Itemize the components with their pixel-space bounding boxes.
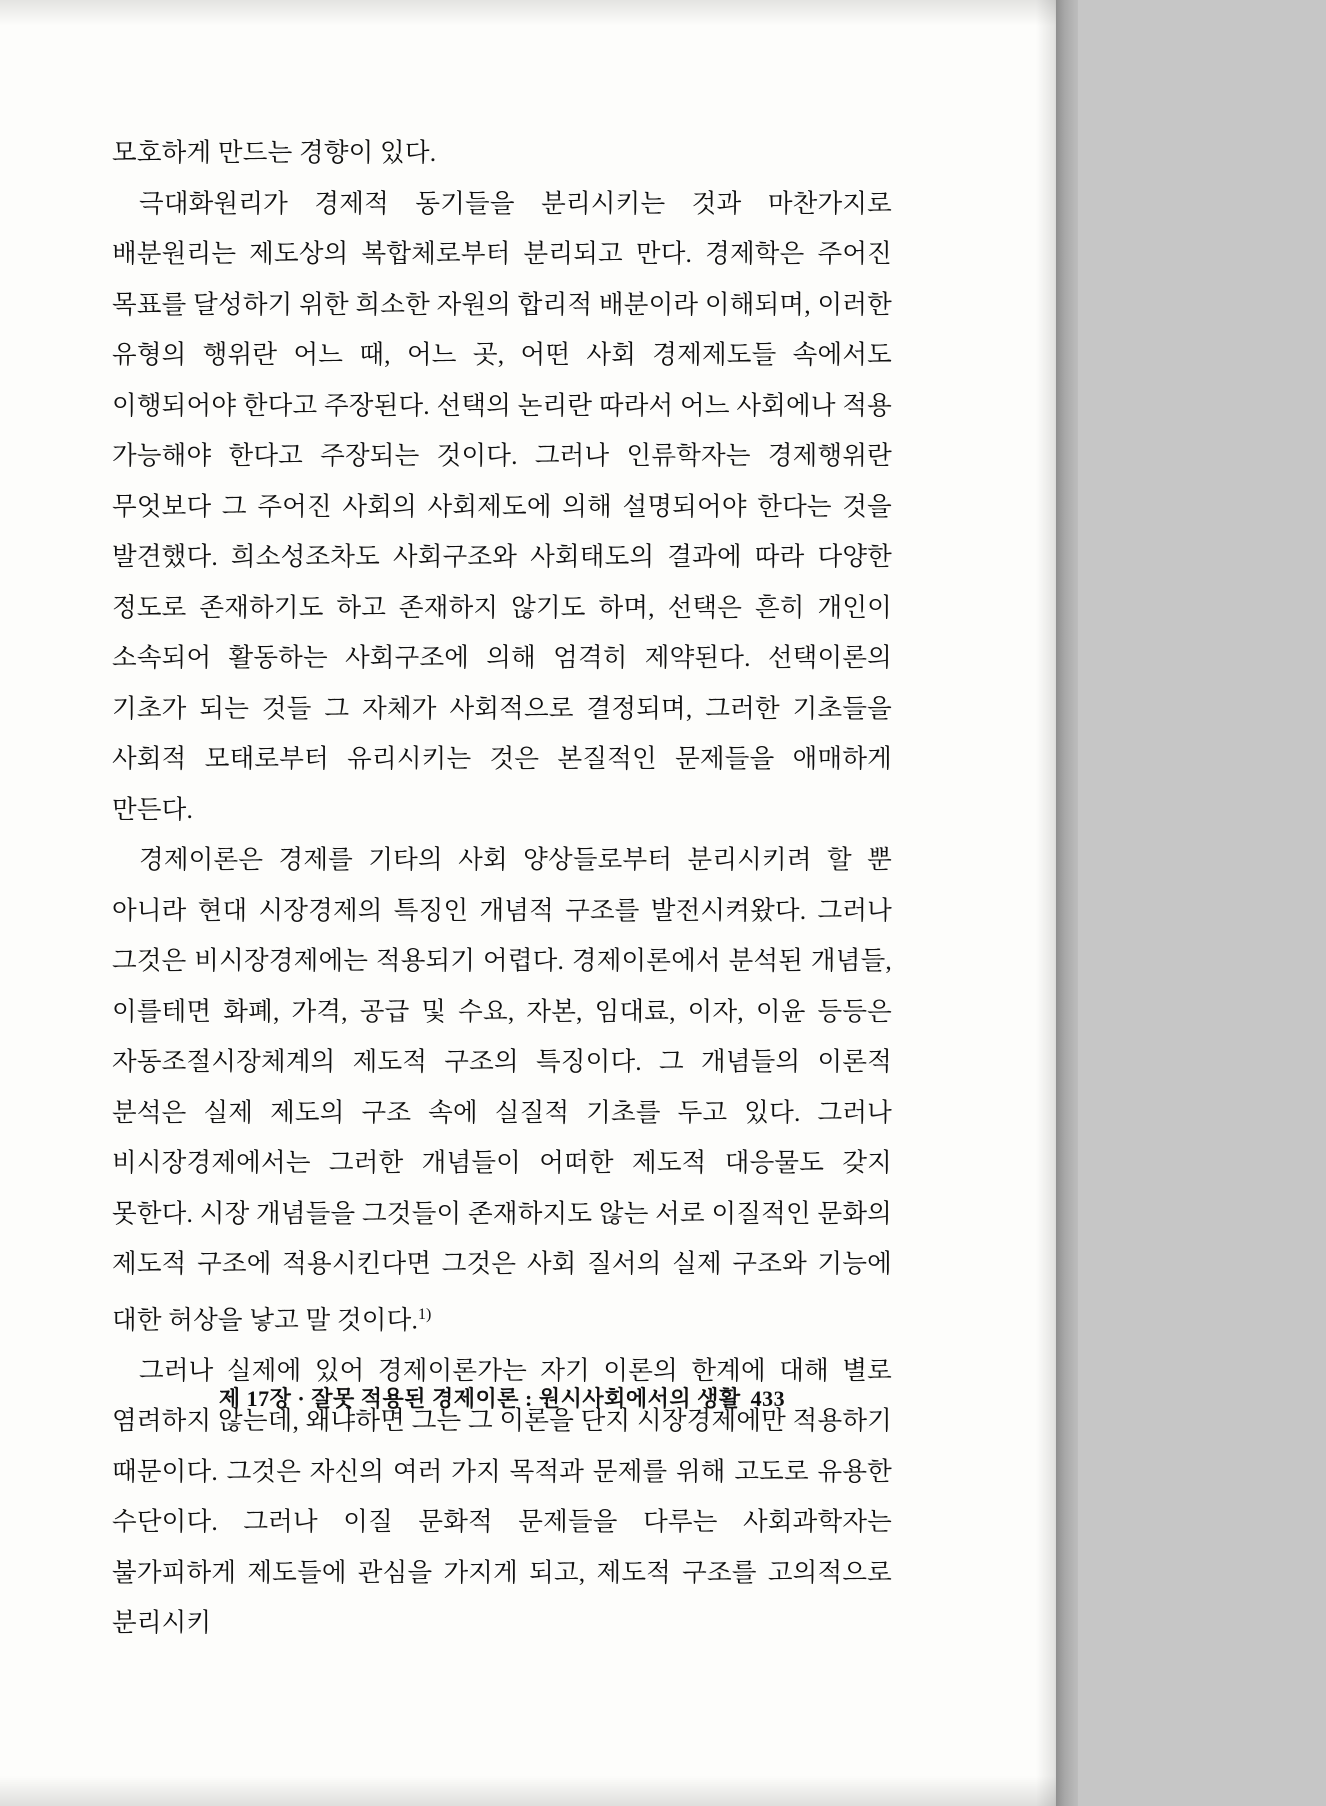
footnote-reference-marker: 1) (418, 1305, 432, 1323)
running-footer (112, 1382, 892, 1413)
paragraph-3 (112, 835, 892, 1346)
body-text-block (112, 128, 892, 1649)
page-number: 433 (750, 1386, 786, 1411)
paragraph-1: 모호하게 만드는 경향이 있다. (112, 138, 437, 167)
paragraph-4: 그러나 실제에 있어 경제이론가는 자기 이론의 한계에 대해 별로 염려하지 않는데, 왜냐하면 그는 그 이론을 단지 시장경제에만 적용하기 때문이다. 그것은 자신의 여러 가지 목적과 문제를 위해 고도로 유용한 수단이다. 그러나 이질 문화적 문제들을 다루는 사회과학자는 불가피하게 제도들에 관심을 가지게 되고, 제도적 구조를 고의적으로 분리시키 (112, 1355, 892, 1637)
scanner-background (1078, 0, 1326, 1806)
paragraph-2: 극대화원리가 경제적 동기들을 분리시키는 것과 마찬가지로 배분원리는 제도상의 복합체로부터 분리되고 만다. 경제학은 주어진 목표를 달성하기 위한 희소한 자원의 합리적 배분이라 이해되며, 이러한 유형의 행위란 어느 때, 어느 곳, 어떤 사회 경제제도들 속에서도 이행되어야 한다고 주장된다. 선택의 논리란 따라서 어느 사회에나 적용 가능해야 한다고 주장되는 것이다. 그러나 인류학자는 경제행위란 무엇보다 그 주어진 사회의 사회제도에 의해 설명되어야 한다는 것을 발견했다. 희소성조차도 사회구조와 사회태도의 결과에 따라 다양한 정도로 존재하기도 하고 존재하지 않기도 하며, 선택은 흔히 개인이 소속되어 활동하는 사회구조에 의해 엄격히 제약된다. 선택이론의 기초가 되는 것들 그 자체가 사회적으로 결정되며, 그러한 기초들을 사회적 모태로부터 유리시키는 것은 본질적인 문제들을 애매하게 만든다. (112, 188, 892, 824)
page-right-edge (1056, 0, 1078, 1806)
footer-chapter-title: 제 17장 · 잘못 적용된 경제이론 : 원시사회에서의 생활 (218, 1386, 741, 1411)
page-top-shading (0, 0, 1056, 26)
paragraph-3-text: 경제이론은 경제를 기타의 사회 양상들로부터 분리시키려 할 뿐 아니라 현대 시장경제의 특징인 개념적 구조를 발전시켜왔다. 그러나 그것은 비시장경제에는 적용되기 어렵다. 경제이론에서 분석된 개념들, 이를테면 화폐, 가격, 공급 및 수요, 자본, 임대료, 이자, 이윤 등등은 자동조절시장체계의 제도적 구조의 특징이다. 그 개념들의 이론적 분석은 실제 제도의 구조 속에 실질적 기초를 두고 있다. 그러나 비시장경제에서는 그러한 개념들이 어떠한 제도적 대응물도 갖지 못한다. 시장 개념들을 그것들이 존재하지도 않는 서로 이질적인 문화의 제도적 구조에 적용시킨다면 그것은 사회 질서의 실제 구조와 기능에 대한 허상을 낳고 말 것이다. (112, 845, 892, 1334)
page-bottom-shading (0, 1776, 1056, 1806)
